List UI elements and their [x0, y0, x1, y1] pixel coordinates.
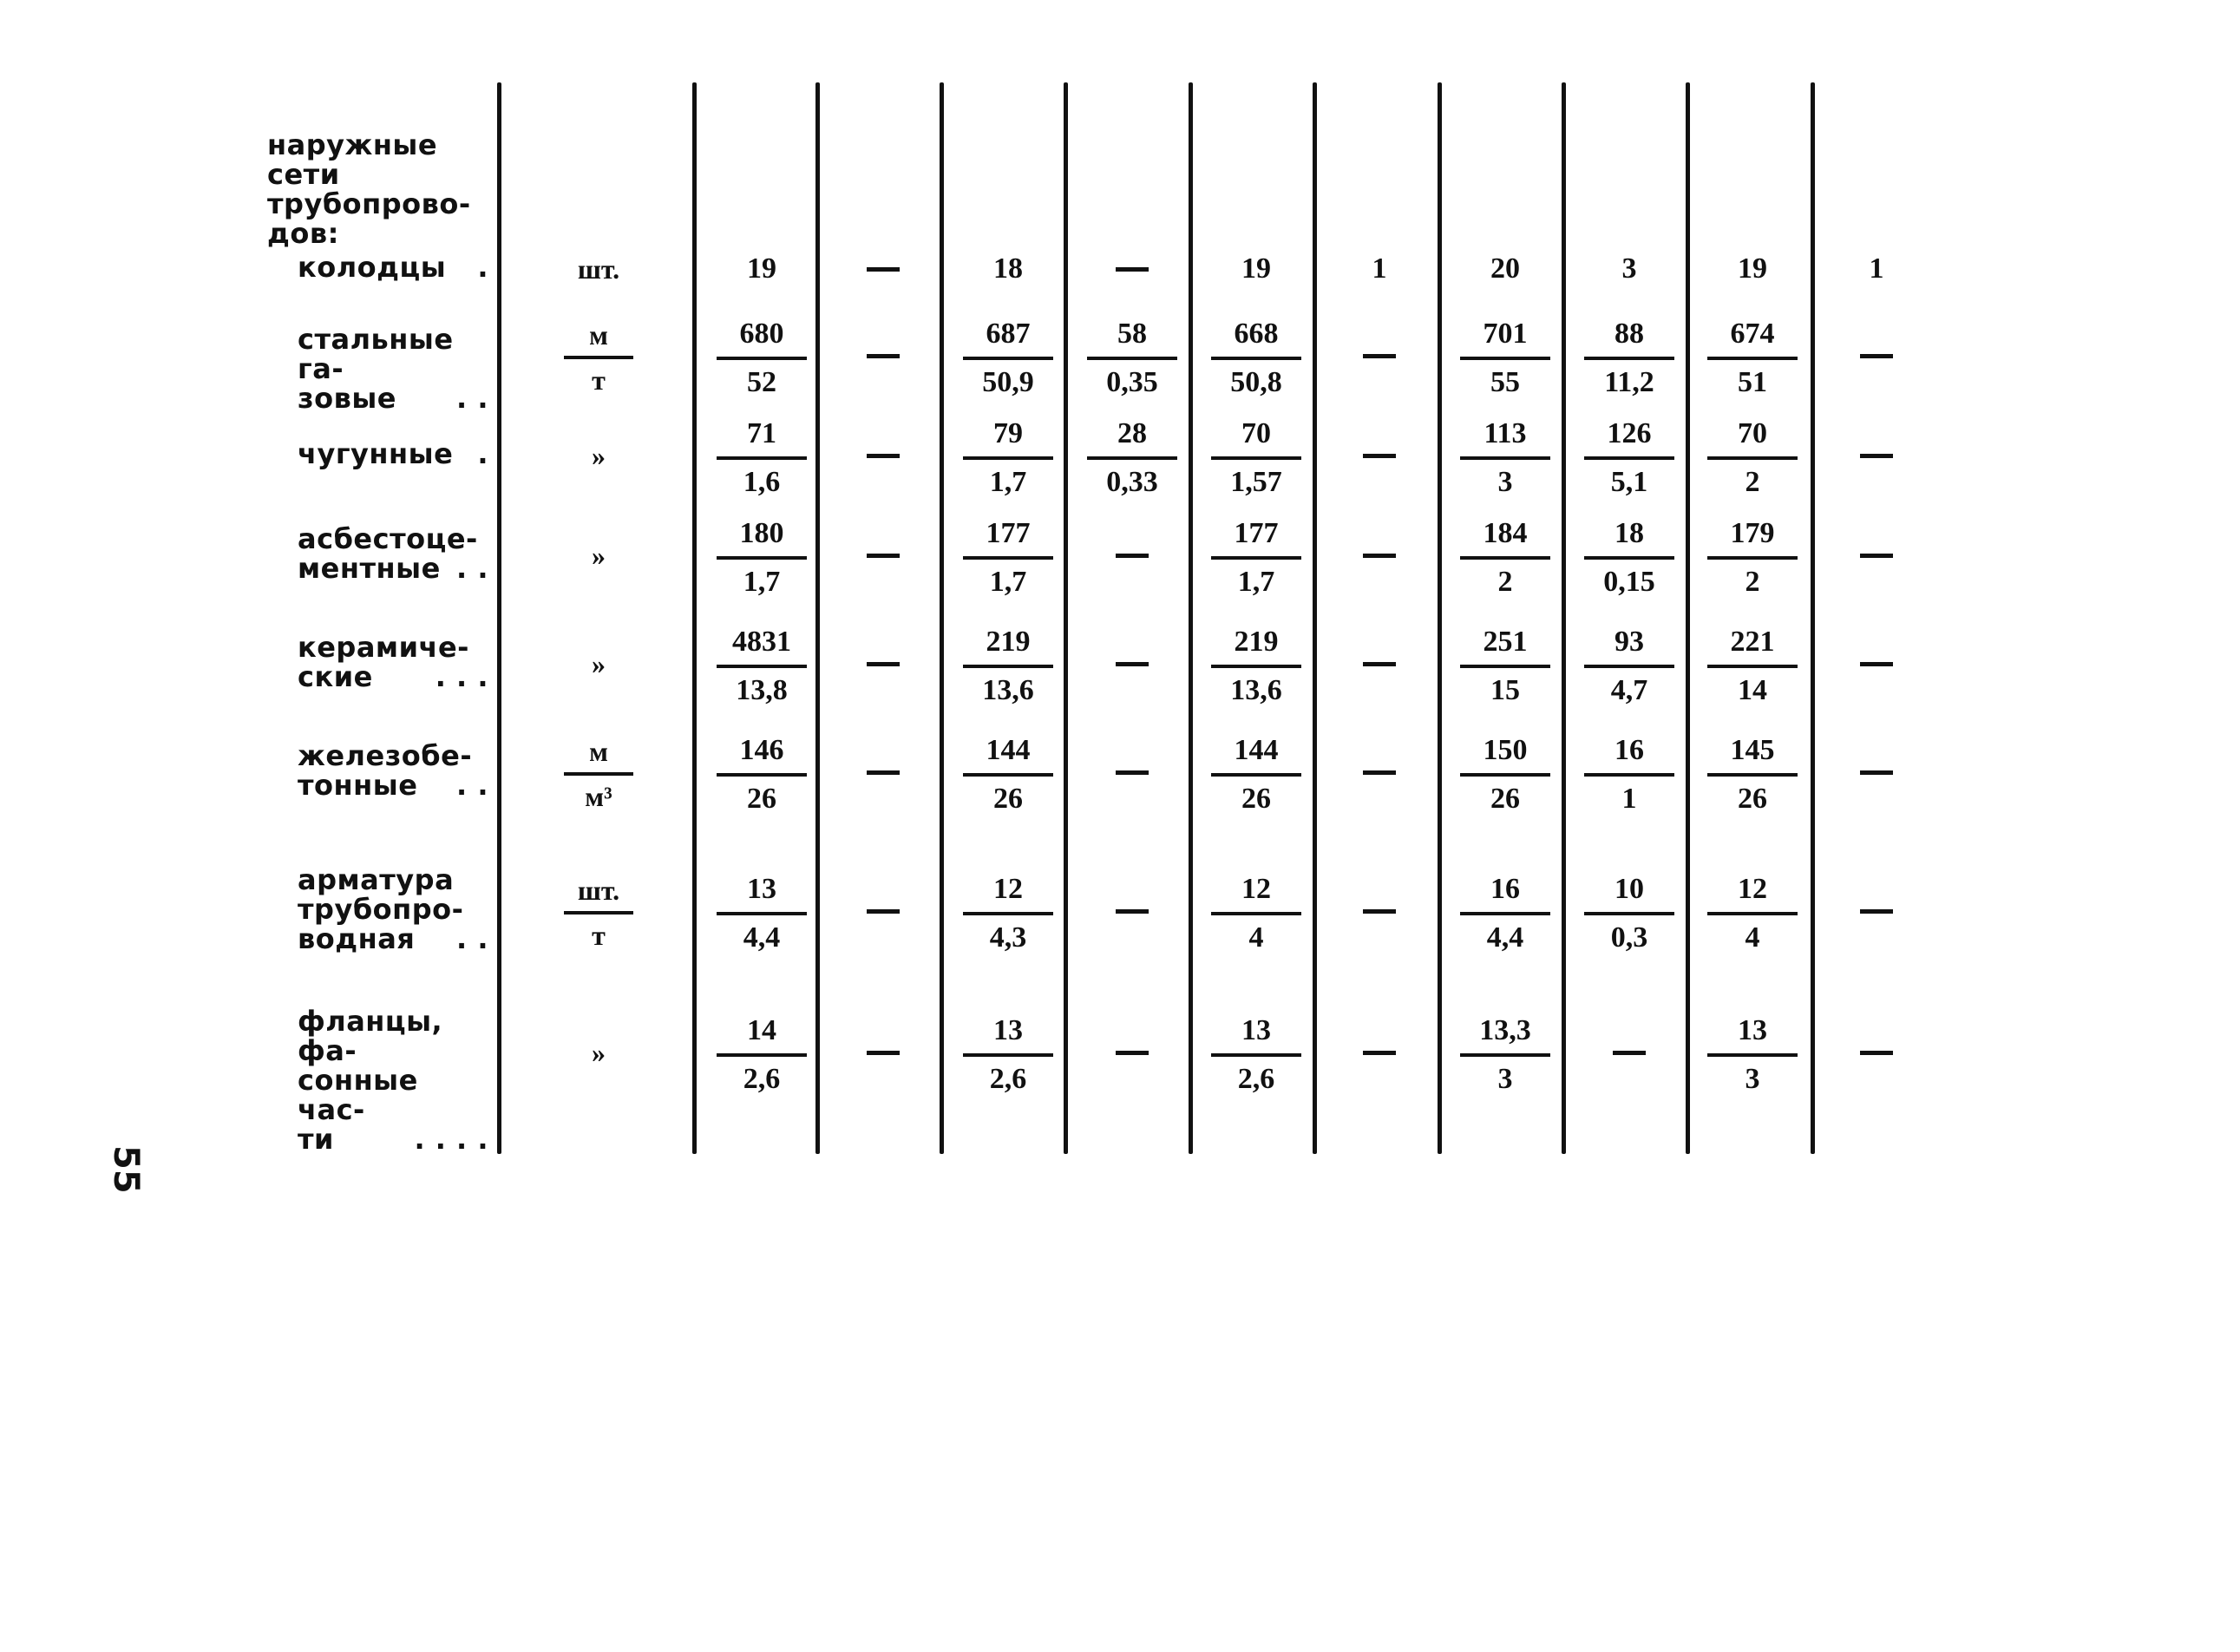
unit-fraction-bar — [564, 356, 633, 359]
empty-dash — [1860, 1051, 1893, 1055]
fraction-denominator: 50,9 — [982, 366, 1034, 398]
fraction-denominator: 26 — [1241, 783, 1271, 815]
fraction-bar — [1707, 773, 1798, 777]
empty-dash — [1363, 770, 1396, 775]
fraction-denominator: 11,2 — [1604, 366, 1654, 398]
fraction-numerator: 179 — [1730, 517, 1775, 549]
empty-dash — [1363, 354, 1396, 358]
row-label-line: трубопро- — [298, 893, 464, 926]
fraction-bar — [1460, 912, 1550, 915]
fraction-cell — [956, 733, 1060, 816]
fraction-bar — [717, 357, 807, 360]
fraction-numerator: 126 — [1607, 417, 1652, 449]
fraction-bar — [1584, 773, 1674, 777]
leader-dots: . . . — [435, 660, 488, 693]
fraction-denominator: 26 — [1738, 783, 1767, 815]
fraction-bar — [1707, 556, 1798, 560]
leader-dots: . — [477, 251, 488, 284]
fraction-cell — [1080, 416, 1184, 500]
fraction-numerator: 28 — [1117, 417, 1147, 449]
row-label-line: стальные га- — [298, 323, 454, 385]
fraction-denominator: 2 — [1745, 566, 1760, 598]
fraction-numerator: 180 — [739, 517, 784, 549]
row-label-line: керамиче- — [298, 631, 469, 664]
fraction-bar — [1087, 456, 1177, 460]
column-rule — [1562, 82, 1566, 1154]
unit-denominator: т — [592, 364, 606, 396]
fraction-bar — [1584, 556, 1674, 560]
fraction-cell — [1577, 872, 1681, 955]
fraction-bar — [1460, 456, 1550, 460]
unit-text: » — [592, 648, 606, 679]
empty-dash — [1363, 454, 1396, 458]
fraction-denominator: 4 — [1745, 921, 1760, 954]
value-cell: 3 — [1621, 252, 1637, 285]
fraction-denominator: 4,4 — [743, 921, 781, 954]
fraction-denominator: 2,6 — [1237, 1063, 1275, 1095]
fraction-cell — [956, 416, 1060, 500]
fraction-numerator: 219 — [1234, 626, 1279, 658]
fraction-bar — [1707, 456, 1798, 460]
row-label — [298, 1006, 488, 1154]
fraction-denominator: 13,6 — [1230, 674, 1282, 706]
fraction-denominator: 0,33 — [1106, 466, 1158, 498]
fraction-numerator: 16 — [1615, 734, 1644, 766]
fraction-denominator: 3 — [1497, 1063, 1513, 1095]
unit-text: » — [592, 440, 606, 471]
fraction-cell — [1453, 733, 1557, 816]
value-cell: 18 — [993, 252, 1023, 285]
leader-dots: . . — [456, 769, 488, 802]
fraction-bar — [1211, 456, 1301, 460]
empty-dash — [1860, 454, 1893, 458]
fraction-bar — [1460, 773, 1550, 777]
fraction-cell — [710, 416, 814, 500]
value-cell: 20 — [1490, 252, 1520, 285]
fraction-cell — [1204, 625, 1308, 708]
unit-cell — [555, 875, 642, 951]
row-label — [298, 633, 488, 692]
fraction-denominator: 13,6 — [982, 674, 1034, 706]
fraction-bar — [963, 912, 1053, 915]
row-label-line: зовые — [298, 382, 396, 415]
fraction-bar — [1584, 665, 1674, 668]
value-cell: 1 — [1372, 252, 1387, 285]
empty-dash — [1860, 770, 1893, 775]
fraction-denominator: 1,6 — [743, 466, 781, 498]
fraction-cell — [1700, 733, 1804, 816]
fraction-cell — [1080, 317, 1184, 400]
fraction-bar — [1211, 773, 1301, 777]
row-label-line: колодцы — [298, 251, 447, 284]
fraction-denominator: 2,6 — [743, 1063, 781, 1095]
empty-dash — [1860, 354, 1893, 358]
fraction-numerator: 12 — [993, 873, 1023, 905]
empty-dash — [867, 267, 900, 272]
fraction-numerator: 144 — [986, 734, 1031, 766]
fraction-denominator: 4,3 — [989, 921, 1027, 954]
section-title-line: трубопрово- — [267, 187, 471, 220]
fraction-cell — [1453, 416, 1557, 500]
value-cell: 19 — [1738, 252, 1767, 285]
fraction-bar — [1584, 456, 1674, 460]
fraction-cell — [1204, 416, 1308, 500]
fraction-bar — [1584, 912, 1674, 915]
fraction-cell — [956, 317, 1060, 400]
fraction-denominator: 1,57 — [1230, 466, 1282, 498]
fraction-bar — [1460, 1053, 1550, 1057]
fraction-cell — [1453, 516, 1557, 600]
unit-numerator: м — [589, 736, 608, 767]
fraction-cell — [710, 733, 814, 816]
fraction-cell — [1204, 733, 1308, 816]
column-rule — [1189, 82, 1193, 1154]
fraction-cell — [710, 516, 814, 600]
fraction-denominator: 55 — [1490, 366, 1520, 398]
unit-denominator: т — [592, 920, 606, 951]
fraction-cell — [710, 1013, 814, 1097]
fraction-bar — [1707, 1053, 1798, 1057]
fraction-cell — [1700, 516, 1804, 600]
fraction-cell — [1204, 1013, 1308, 1097]
fraction-numerator: 13 — [1241, 1014, 1271, 1046]
fraction-cell — [1577, 733, 1681, 816]
empty-dash — [1116, 1051, 1149, 1055]
fraction-cell — [1700, 317, 1804, 400]
row-label — [298, 252, 488, 282]
fraction-numerator: 12 — [1241, 873, 1271, 905]
empty-dash — [867, 554, 900, 558]
fraction-numerator: 79 — [993, 417, 1023, 449]
fraction-numerator: 58 — [1117, 318, 1147, 350]
fraction-cell — [1700, 416, 1804, 500]
fraction-numerator: 145 — [1730, 734, 1775, 766]
fraction-bar — [963, 357, 1053, 360]
fraction-numerator: 177 — [1234, 517, 1279, 549]
fraction-numerator: 113 — [1484, 417, 1527, 449]
fraction-numerator: 13 — [1738, 1014, 1767, 1046]
fraction-numerator: 4831 — [732, 626, 791, 658]
row-label-line: ментные — [298, 552, 441, 585]
empty-dash — [1363, 554, 1396, 558]
column-rule — [692, 82, 697, 1154]
fraction-denominator: 0,3 — [1610, 921, 1648, 954]
value-cell: 1 — [1869, 252, 1884, 285]
fraction-denominator: 26 — [1490, 783, 1520, 815]
fraction-bar — [1460, 665, 1550, 668]
column-rule — [1313, 82, 1317, 1154]
fraction-denominator: 13,8 — [736, 674, 788, 706]
fraction-bar — [717, 912, 807, 915]
empty-dash — [1363, 1051, 1396, 1055]
fraction-denominator: 26 — [747, 783, 776, 815]
fraction-cell — [1700, 872, 1804, 955]
row-label-line: фланцы, фа- — [298, 1005, 443, 1067]
unit-cell — [555, 440, 642, 471]
fraction-numerator: 18 — [1615, 517, 1644, 549]
row-label-line: асбестоце- — [298, 522, 478, 555]
fraction-bar — [1211, 556, 1301, 560]
fraction-numerator: 14 — [747, 1014, 776, 1046]
fraction-numerator: 13 — [993, 1014, 1023, 1046]
unit-numerator: м — [589, 319, 608, 351]
fraction-bar — [1087, 357, 1177, 360]
fraction-numerator: 10 — [1615, 873, 1644, 905]
empty-dash — [1116, 554, 1149, 558]
fraction-bar — [1211, 357, 1301, 360]
empty-dash — [867, 454, 900, 458]
column-rule — [1064, 82, 1068, 1154]
fraction-bar — [1584, 357, 1674, 360]
fraction-numerator: 93 — [1615, 626, 1644, 658]
fraction-bar — [963, 1053, 1053, 1057]
column-rule — [940, 82, 944, 1154]
unit-fraction-bar — [564, 772, 633, 776]
fraction-bar — [1707, 912, 1798, 915]
fraction-bar — [1707, 665, 1798, 668]
unit-text: » — [592, 1037, 606, 1068]
fraction-bar — [717, 773, 807, 777]
column-rule — [497, 82, 501, 1154]
section-title-line: наружные сети — [267, 128, 438, 191]
section-title — [267, 130, 486, 248]
empty-dash — [867, 662, 900, 666]
unit-cell — [555, 648, 642, 679]
fraction-bar — [963, 456, 1053, 460]
row-label-line: водная — [298, 922, 416, 955]
empty-dash — [1613, 1051, 1646, 1055]
fraction-numerator: 16 — [1490, 873, 1520, 905]
fraction-denominator: 4,4 — [1486, 921, 1524, 954]
fraction-numerator: 144 — [1234, 734, 1279, 766]
fraction-cell — [956, 872, 1060, 955]
fraction-cell — [1204, 516, 1308, 600]
fraction-cell — [1700, 625, 1804, 708]
fraction-numerator: 88 — [1615, 318, 1644, 350]
section-title-line: дов: — [267, 217, 339, 250]
fraction-numerator: 70 — [1738, 417, 1767, 449]
fraction-numerator: 251 — [1483, 626, 1528, 658]
unit-cell — [555, 319, 642, 396]
empty-dash — [867, 770, 900, 775]
unit-cell — [555, 253, 642, 285]
fraction-cell — [1204, 872, 1308, 955]
unit-cell — [555, 540, 642, 571]
fraction-denominator: 0,35 — [1106, 366, 1158, 398]
empty-dash — [867, 1051, 900, 1055]
fraction-denominator: 2 — [1497, 566, 1513, 598]
fraction-cell — [956, 625, 1060, 708]
fraction-bar — [963, 556, 1053, 560]
fraction-numerator: 680 — [739, 318, 784, 350]
fraction-bar — [717, 665, 807, 668]
fraction-cell — [956, 516, 1060, 600]
fraction-cell — [1577, 625, 1681, 708]
fraction-denominator: 5,1 — [1610, 466, 1648, 498]
empty-dash — [1116, 662, 1149, 666]
fraction-numerator: 150 — [1483, 734, 1528, 766]
fraction-numerator: 13,3 — [1479, 1014, 1531, 1046]
leader-dots: . . — [456, 382, 488, 415]
unit-fraction-bar — [564, 911, 633, 914]
fraction-numerator: 687 — [986, 318, 1031, 350]
unit-text: » — [592, 540, 606, 571]
fraction-bar — [1211, 665, 1301, 668]
fraction-numerator: 184 — [1483, 517, 1528, 549]
fraction-bar — [1211, 1053, 1301, 1057]
fraction-denominator: 52 — [747, 366, 776, 398]
fraction-numerator: 177 — [986, 517, 1031, 549]
fraction-denominator: 14 — [1738, 674, 1767, 706]
fraction-numerator: 71 — [747, 417, 776, 449]
fraction-denominator: 26 — [993, 783, 1023, 815]
fraction-cell — [1453, 625, 1557, 708]
fraction-cell — [710, 625, 814, 708]
fraction-numerator: 701 — [1483, 318, 1528, 350]
page-number: 55 — [106, 1145, 146, 1194]
fraction-denominator: 50,8 — [1230, 366, 1282, 398]
row-label-line: ские — [298, 660, 373, 693]
fraction-numerator: 219 — [986, 626, 1031, 658]
fraction-bar — [1707, 357, 1798, 360]
unit-text: шт. — [577, 253, 620, 285]
fraction-cell — [1453, 872, 1557, 955]
fraction-bar — [717, 1053, 807, 1057]
fraction-cell — [1577, 416, 1681, 500]
fraction-denominator: 1,7 — [743, 566, 781, 598]
fraction-numerator: 674 — [1730, 318, 1775, 350]
value-cell: 19 — [747, 252, 776, 285]
empty-dash — [1116, 267, 1149, 272]
column-rule — [1438, 82, 1442, 1154]
column-rule — [1686, 82, 1690, 1154]
fraction-denominator: 0,15 — [1603, 566, 1655, 598]
row-label-line: сонные час- — [298, 1064, 418, 1126]
fraction-denominator: 51 — [1738, 366, 1767, 398]
fraction-denominator: 3 — [1745, 1063, 1760, 1095]
leader-dots: . . — [456, 552, 488, 585]
fraction-bar — [717, 556, 807, 560]
fraction-denominator: 2,6 — [989, 1063, 1027, 1095]
row-label-line: чугунные — [298, 437, 454, 470]
unit-numerator: шт. — [577, 875, 620, 906]
empty-dash — [1860, 909, 1893, 914]
fraction-denominator: 1,7 — [989, 566, 1027, 598]
unit-cell — [555, 1037, 642, 1068]
leader-dots: . . . . — [414, 1123, 488, 1156]
empty-dash — [1860, 662, 1893, 666]
fraction-bar — [1211, 912, 1301, 915]
fraction-bar — [1460, 556, 1550, 560]
unit-cell — [555, 736, 642, 812]
row-label-line: арматура — [298, 863, 455, 896]
empty-dash — [1363, 662, 1396, 666]
column-rule — [815, 82, 820, 1154]
unit-denominator: м³ — [585, 781, 612, 812]
leader-dots: . — [477, 437, 488, 470]
empty-dash — [1116, 770, 1149, 775]
fraction-denominator: 3 — [1497, 466, 1513, 498]
row-label — [298, 324, 488, 413]
fraction-cell — [1577, 516, 1681, 600]
fraction-cell — [1577, 317, 1681, 400]
fraction-denominator: 15 — [1490, 674, 1520, 706]
empty-dash — [1116, 909, 1149, 914]
empty-dash — [867, 909, 900, 914]
fraction-cell — [956, 1013, 1060, 1097]
fraction-numerator: 668 — [1234, 318, 1279, 350]
fraction-cell — [710, 872, 814, 955]
fraction-denominator: 4 — [1248, 921, 1264, 954]
fraction-bar — [717, 456, 807, 460]
fraction-cell — [1453, 317, 1557, 400]
row-label — [298, 439, 488, 469]
fraction-denominator: 1 — [1621, 783, 1637, 815]
row-label-line: ти — [298, 1123, 334, 1156]
row-label-line: тонные — [298, 769, 418, 802]
fraction-cell — [1700, 1013, 1804, 1097]
fraction-bar — [1460, 357, 1550, 360]
row-label — [298, 524, 488, 583]
fraction-numerator: 13 — [747, 873, 776, 905]
fraction-denominator: 4,7 — [1610, 674, 1648, 706]
fraction-bar — [963, 665, 1053, 668]
fraction-denominator: 1,7 — [1237, 566, 1275, 598]
fraction-numerator: 70 — [1241, 417, 1271, 449]
empty-dash — [867, 354, 900, 358]
empty-dash — [1363, 909, 1396, 914]
fraction-bar — [963, 773, 1053, 777]
fraction-numerator: 146 — [739, 734, 784, 766]
fraction-cell — [1453, 1013, 1557, 1097]
fraction-numerator: 12 — [1738, 873, 1767, 905]
fraction-denominator: 2 — [1745, 466, 1760, 498]
fraction-numerator: 221 — [1730, 626, 1775, 658]
fraction-denominator: 1,7 — [989, 466, 1027, 498]
column-rule — [1811, 82, 1815, 1154]
fraction-cell — [710, 317, 814, 400]
leader-dots: . . — [456, 922, 488, 955]
row-label — [298, 865, 488, 954]
fraction-cell — [1204, 317, 1308, 400]
value-cell: 19 — [1241, 252, 1271, 285]
empty-dash — [1860, 554, 1893, 558]
row-label — [298, 741, 488, 800]
row-label-line: железобе- — [298, 739, 473, 772]
